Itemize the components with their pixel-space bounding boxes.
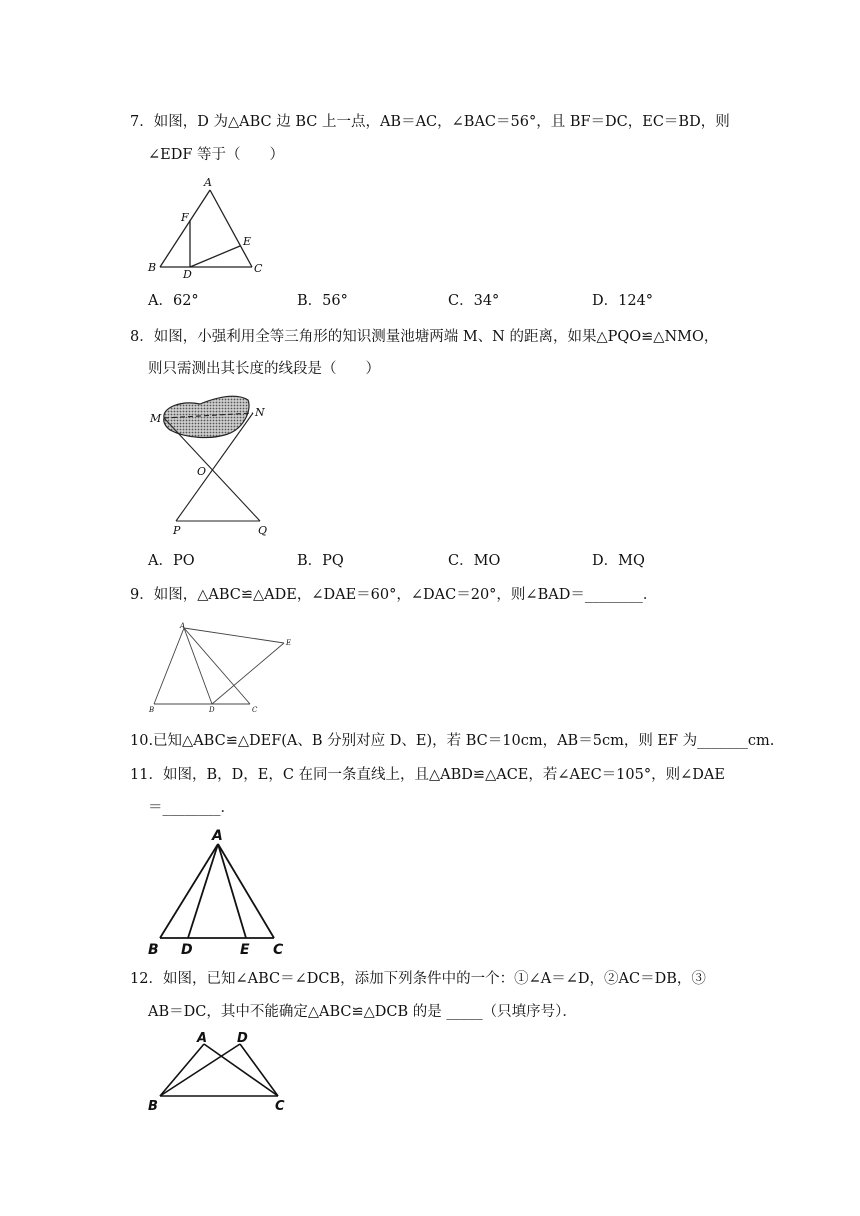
q9-segment-ab xyxy=(154,628,184,704)
q7-label-e: E xyxy=(243,235,252,248)
q10-text-line1: 10.已知△ABC≌△DEF(A、B 分别对应 D、E)，若 BC＝10cm，AB＝5cm，则 EF 为_______cm. xyxy=(130,733,775,749)
q12-text-line2: AB＝DC，其中不能确定△ABC≌△DCB 的是 _____（只填序号）． xyxy=(148,1004,577,1020)
q9-label-d: D xyxy=(209,706,215,714)
q9-text-line1: 9．如图，△ABC≌△ADE，∠DAE＝60°，∠DAC＝20°，则∠BAD＝________． xyxy=(130,587,658,603)
q11-label-b: B xyxy=(148,942,159,958)
q9-label-e: E xyxy=(286,639,292,647)
q11-segment-ac xyxy=(218,844,274,938)
q12-segment-ab xyxy=(160,1044,204,1096)
q7-option-b: B．56° xyxy=(297,293,348,309)
q8-figure xyxy=(140,392,280,542)
q8-text-line1: 8．如图，小强利用全等三角形的知识测量池塘两端 M、N 的距离，如果△PQO≌△NMO， xyxy=(130,329,719,345)
q7-option-c: C．34° xyxy=(448,293,500,309)
q7-option-a: A．62° xyxy=(148,293,199,309)
q7-figure xyxy=(140,172,280,282)
q7-label-c: C xyxy=(254,262,263,275)
q8-option-c: C．MO xyxy=(448,553,501,569)
q11-label-d: D xyxy=(181,942,193,958)
q7-text-line1: 7．如图，D 为△ABC 边 BC 上一点，AB＝AC，∠BAC＝56°，且 BF＝DC，EC＝BD，则 xyxy=(130,114,730,130)
q12-label-a: A xyxy=(197,1031,208,1046)
q7-text-line2: ∠EDF 等于（ ） xyxy=(148,147,285,163)
q8-label-o: O xyxy=(197,465,207,478)
q9-label-b: B xyxy=(149,706,155,714)
q11-segment-ae xyxy=(218,844,246,938)
q9-figure xyxy=(140,618,300,718)
q8-label-n: N xyxy=(255,406,265,419)
q11-label-a: A xyxy=(212,828,223,844)
q9-label-c: C xyxy=(252,706,258,714)
q12-segment-dc xyxy=(240,1044,278,1096)
q11-text-line2: ＝________． xyxy=(148,800,235,816)
q8-option-a: A．PO xyxy=(148,553,195,569)
q9-label-a: A xyxy=(180,622,186,630)
q12-label-b: B xyxy=(148,1099,158,1114)
q11-label-e: E xyxy=(240,942,250,958)
q8-label-p: P xyxy=(173,524,181,537)
q8-option-b: B．PQ xyxy=(297,553,344,569)
q7-segment-de xyxy=(190,246,240,267)
q7-label-d: D xyxy=(183,268,192,281)
q7-side-ab xyxy=(160,190,210,267)
q9-segment-ae xyxy=(184,628,284,643)
q7-label-a: A xyxy=(204,176,212,189)
q7-label-f: F xyxy=(181,211,189,224)
q12-label-d: D xyxy=(237,1031,248,1046)
q12-label-c: C xyxy=(275,1099,285,1114)
q7-label-b: B xyxy=(148,261,157,274)
q12-segment-bd xyxy=(160,1044,240,1096)
q11-figure xyxy=(140,826,300,958)
q11-segment-ab xyxy=(160,844,218,938)
q9-segment-ad xyxy=(184,628,212,704)
q7-option-d: D．124° xyxy=(592,293,654,309)
q8-label-q: Q xyxy=(258,524,268,537)
q11-text-line1: 11．如图，B，D，E，C 在同一条直线上，且△ABD≌△ACE，若∠AEC＝105°，则∠DAE xyxy=(130,767,725,783)
q8-label-m: M xyxy=(150,412,162,425)
q12-figure xyxy=(140,1028,300,1118)
q8-option-d: D．MQ xyxy=(592,553,645,569)
q8-text-line2: 则只需测出其长度的线段是（ ） xyxy=(148,361,380,377)
q12-text-line1: 12．如图，已知∠ABC＝∠DCB，添加下列条件中的一个：①∠A＝∠D，②AC＝DB，③ xyxy=(130,971,706,987)
q9-segment-ac xyxy=(184,628,250,704)
q11-segment-ad xyxy=(188,844,218,938)
q12-segment-ac xyxy=(204,1044,278,1096)
q11-label-c: C xyxy=(273,942,284,958)
q9-segment-de xyxy=(212,643,284,704)
